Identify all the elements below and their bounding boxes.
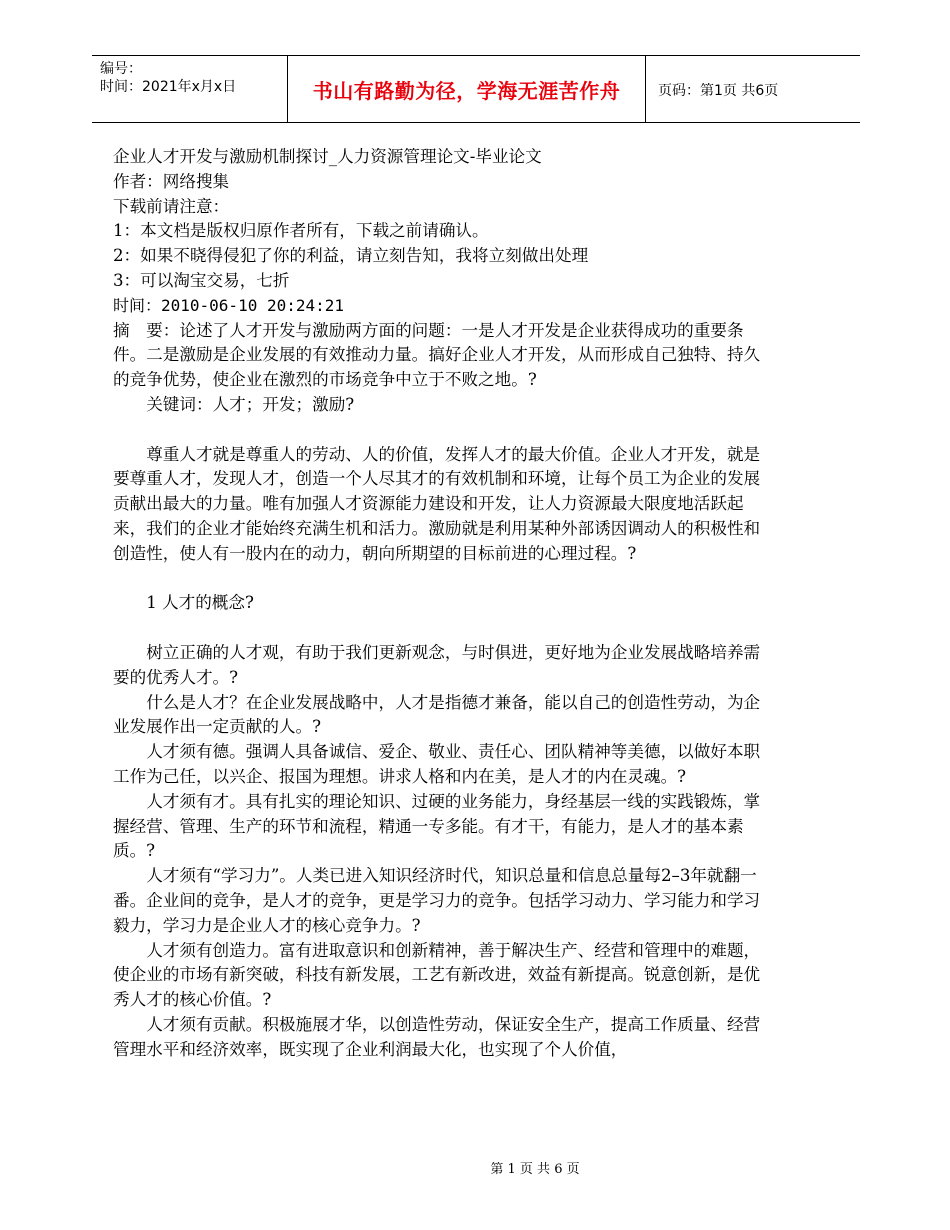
- time-label: 时间：2021年x月x日: [100, 79, 237, 95]
- paragraph: 什么是人才？在企业发展战略中，人才是指德才兼备，能以自己的创造性劳动，为企业发展作出一定贡献的人。?: [113, 692, 761, 737]
- spacer: [113, 616, 765, 641]
- paragraph: 人才须有德。强调人具备诚信、爱企、敬业、责任心、团队精神等美德，以做好本职工作为己任，以兴企、报国为理想。讲求人格和内在美，是人才的内在灵魂。?: [113, 742, 761, 786]
- intro-paragraph: 尊重人才就是尊重人的劳动、人的价值，发挥人才的最大价值。企业人才开发，就是要尊重人才，发现人才，创造一个人尽其才的有效机制和环境，让每个员工为企业的发展贡献出最大的力量。唯有加强人才资源能力建设和开发，让人力资源最大限度地活跃起来，我们的企业才能始终充满生机和活力。激励就是利用某种外部诱因调动人的积极性和创造性，使人有一股内在的动力，朝向所期望的目标前进的心理过程。?: [113, 444, 761, 563]
- spacer: [113, 567, 765, 592]
- notice-item-1: 1：本文档是版权归原作者所有，下载之前请确认。: [113, 221, 489, 241]
- document-body: [113, 145, 765, 1062]
- number-label: 编号：: [100, 61, 142, 77]
- paragraph: 人才须有“学习力”。人类已进入知识经济时代，知识总量和信息总量每2–3年就翻一番。企业间的竞争，是人才的竞争，更是学习力的竞争。包括学习动力、学习能力和学习毅力，学习力是企业人才的核心竞争力。?: [113, 866, 761, 935]
- document-time: 时间：2010-06-10 20:24:21: [113, 295, 345, 315]
- header-page-info: 页码：第1页 共6页: [658, 83, 779, 99]
- paragraph: 人才须有创造力。富有进取意识和创新精神，善于解决生产、经营和管理中的难题，使企业的市场有新突破，科技有新发展，工艺有新改进，效益有新提高。锐意创新，是优秀人才的核心价值。?: [113, 940, 761, 1010]
- paragraph: 人才须有贡献。积极施展才华，以创造性劳动，保证安全生产，提高工作质量、经营管理水平和经济效率，既实现了企业利润最大化，也实现了个人价值，: [113, 1014, 761, 1059]
- notice-item-3: 3：可以淘宝交易，七折: [113, 270, 290, 290]
- document-author: 作者：网络搜集: [113, 171, 230, 191]
- document-title: 企业人才开发与激励机制探讨_人力资源管理论文-毕业论文: [113, 147, 542, 166]
- header-left: [100, 60, 236, 96]
- keywords: 关键词：人才；开发；激励?: [146, 394, 355, 414]
- header-motto: 书山有路勤为径，学海无涯苦作舟: [287, 56, 646, 122]
- section-heading: 1 人才的概念?: [146, 593, 254, 613]
- abstract: 摘 要：论述了人才开发与激励两方面的问题：一是人才开发是企业获得成功的重要条件。二是激励是企业发展的有效推动力量。搞好企业人才开发，从而形成自己独特、持久的竞争优势，使企业在激烈的市场竞争中立于不败之地。?: [113, 320, 761, 390]
- page-footer: 第 1 页 共 6 页: [490, 1162, 580, 1177]
- paragraph: 人才须有才。具有扎实的理论知识、过硬的业务能力，身经基层一线的实践锻炼，掌握经营、管理、生产的环节和流程，精通一专多能。有才干，有能力，是人才的基本素质。?: [113, 791, 761, 861]
- notice-item-2: 2：如果不晓得侵犯了你的利益，请立刻告知，我将立刻做出处理: [113, 246, 589, 266]
- spacer: [113, 418, 765, 443]
- paragraph: 树立正确的人才观，有助于我们更新观念，与时俱进，更好地为企业发展战略培养需要的优秀人才。?: [113, 642, 761, 687]
- notice-heading: 下载前请注意：: [113, 196, 230, 216]
- page-header: [92, 55, 860, 123]
